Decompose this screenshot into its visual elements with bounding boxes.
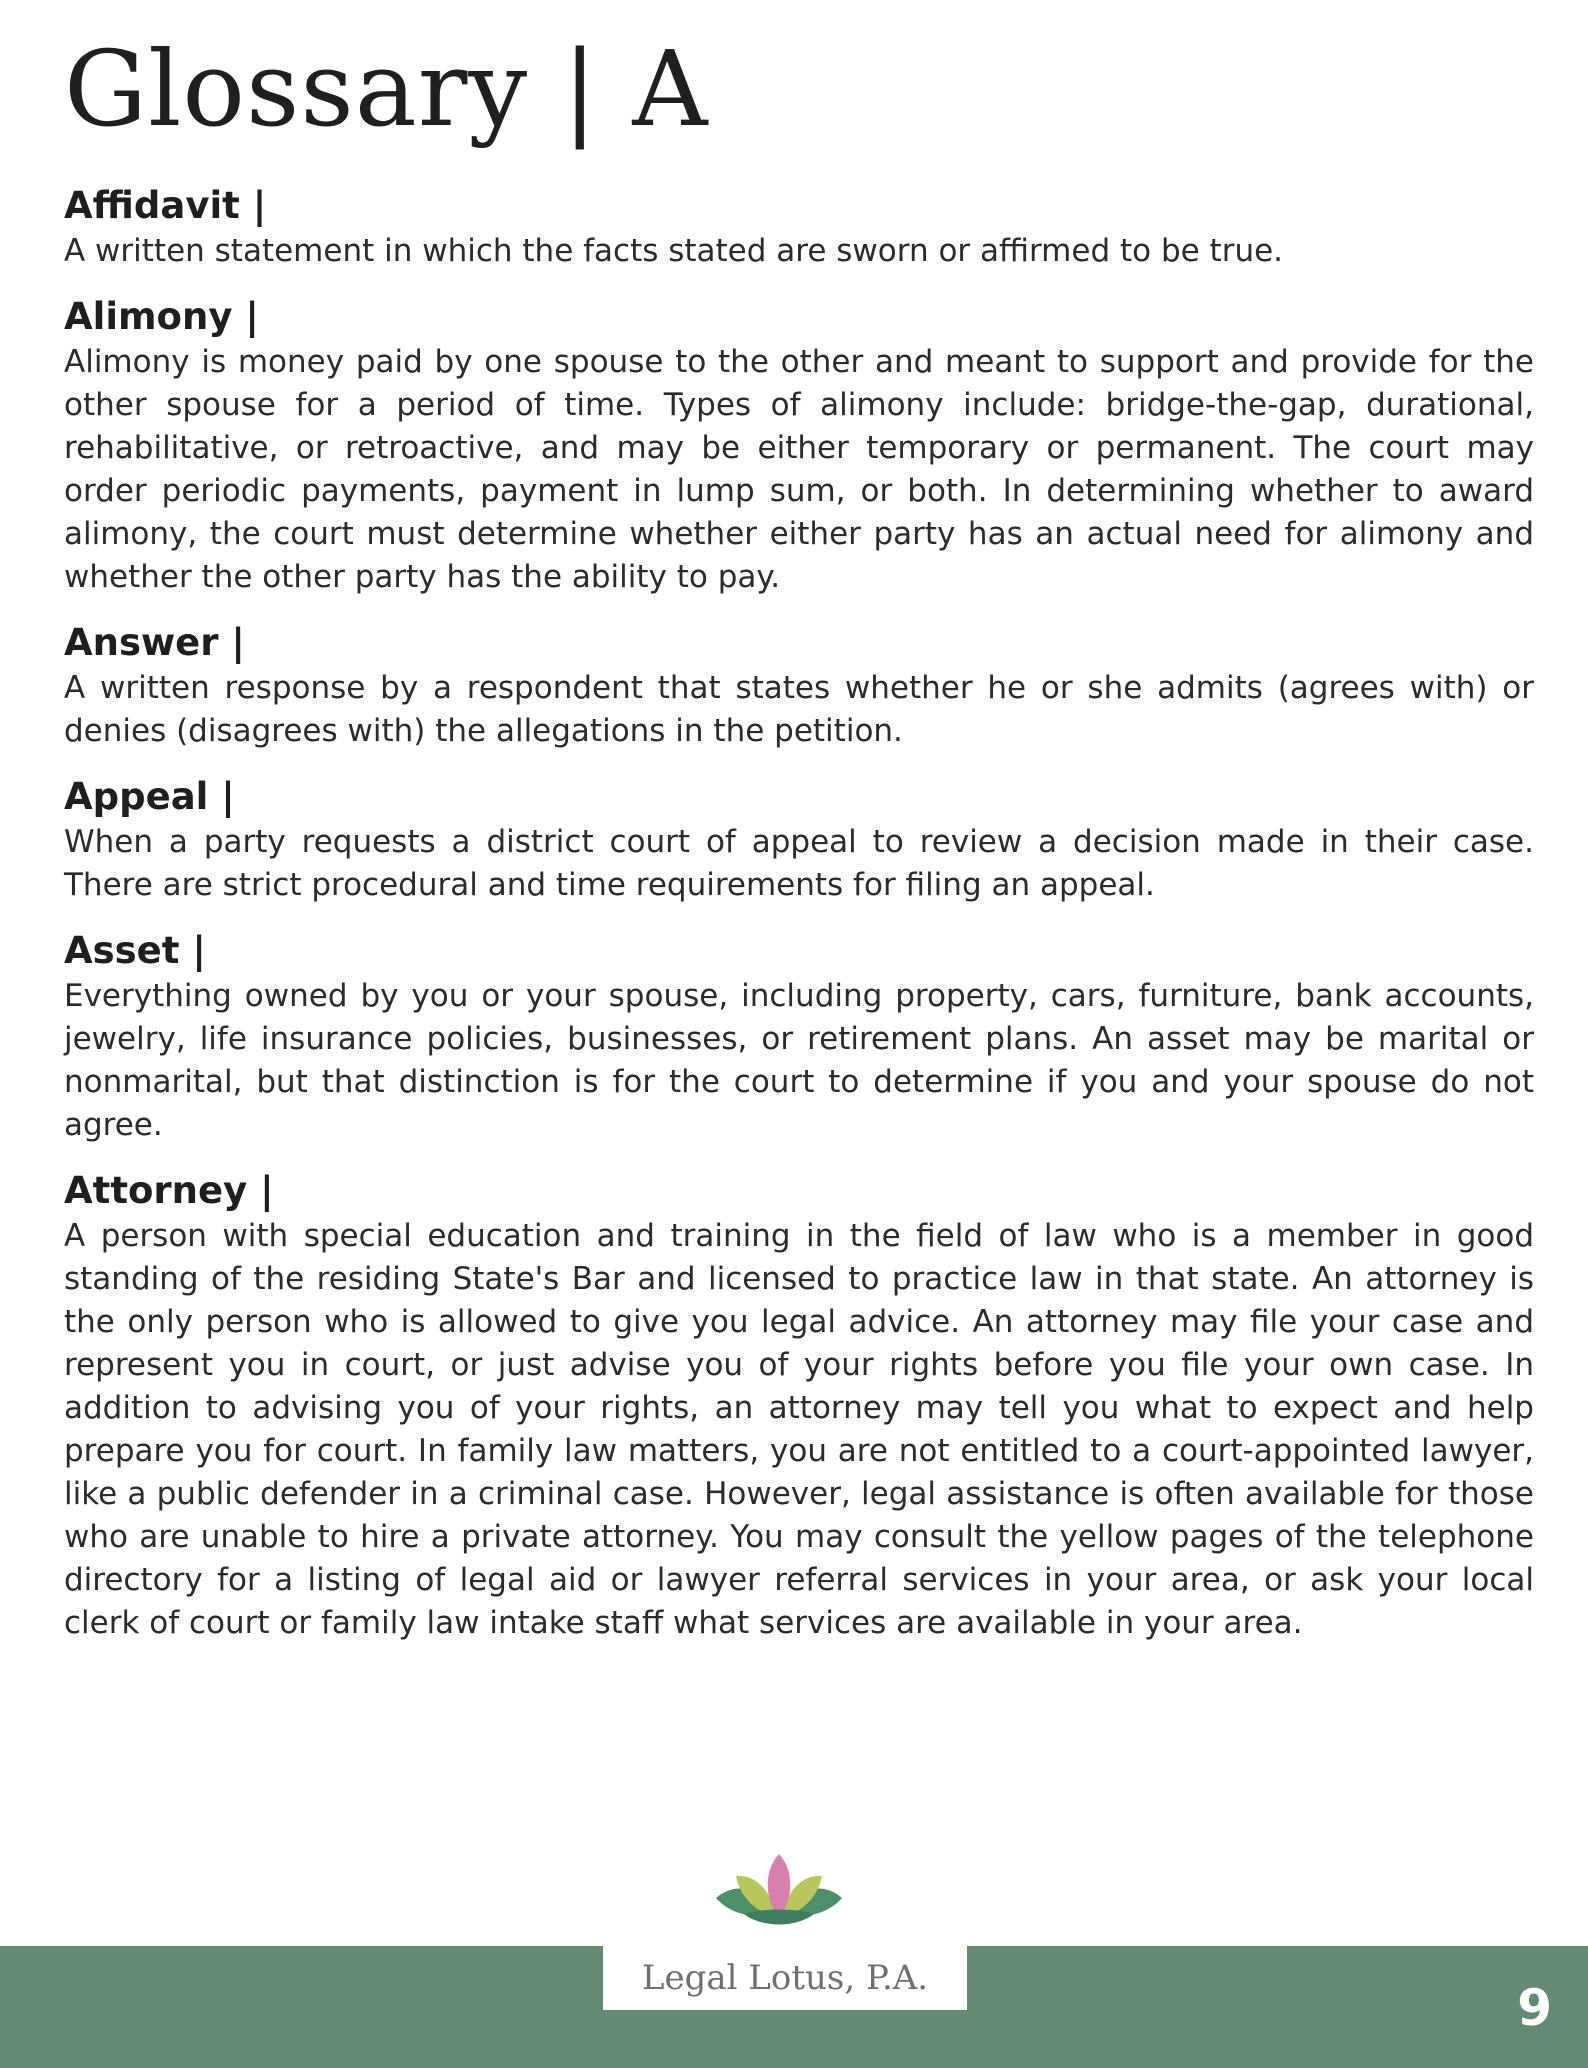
entry-term: Attorney | <box>64 1169 274 1212</box>
entry-term: Asset | <box>64 929 206 972</box>
entry-term: Alimony | <box>64 295 259 338</box>
entry-term: Affidavit | <box>64 184 267 227</box>
glossary-entry-attorney <box>64 1167 1534 1645</box>
lotus-icon <box>714 1852 844 1930</box>
glossary-entry-asset <box>64 927 1534 1147</box>
page-title: Glossary | A <box>64 28 709 150</box>
glossary-entries <box>64 182 1534 1645</box>
footer-brand: Legal Lotus, P.A. <box>641 1958 929 1998</box>
entry-definition: Everything owned by you or your spouse, including property, cars, furniture, bank accounts, jewelry, life insurance policies, businesses, or retirement plans. An asset may be marital or nonmarital, but that distinction is for the court to determine if you and your spouse do not agree. <box>64 978 1534 1143</box>
entry-definition: A person with special education and training in the field of law who is a member in good standing of the residing State's Bar and licensed to practice law in that state. An attorney is the only person who is allowed to give you legal advice. An attorney may file your case and represent you in court, or just advise you of your rights before you file your own case. In addition to advising you of your rights, an attorney may tell you what to expect and help prepare you for court. In family law matters, you are not entitled to a court-appointed lawyer, like a public defender in a criminal case. However, legal assistance is often available for those who are unable to hire a private attorney. You may consult the yellow pages of the telephone directory for a listing of legal aid or lawyer referral services in your area, or ask your local clerk of court or family law intake staff what services are available in your area. <box>64 1218 1534 1641</box>
entry-definition: Alimony is money paid by one spouse to the other and meant to support and provide for the other spouse for a period of time. Types of alimony include: bridge-the-gap, durational, rehabilitative, or retroactive, and may be either temporary or permanent. The court may order periodic payments, payment in lump sum, or both. In determining whether to award alimony, the court must determine whether either party has an actual need for alimony and whether the other party has the ability to pay. <box>64 344 1534 595</box>
glossary-entry-appeal <box>64 773 1534 907</box>
entry-definition: A written response by a respondent that states whether he or she admits (agrees with) or denies (disagrees with) the allegations in the petition. <box>64 670 1534 749</box>
lotus-base <box>744 1910 814 1925</box>
entry-term: Answer | <box>64 621 245 664</box>
glossary-entry-affidavit <box>64 182 1534 273</box>
glossary-entry-alimony <box>64 293 1534 599</box>
entry-definition: A written statement in which the facts stated are sworn or affirmed to be true. <box>64 233 1284 269</box>
page-number: 9 <box>1517 1979 1552 2037</box>
entry-definition: When a party requests a district court of appeal to review a decision made in their case. There are strict procedural and time requirements for filing an appeal. <box>64 824 1534 903</box>
glossary-entry-answer <box>64 619 1534 753</box>
entry-term: Appeal | <box>64 775 235 818</box>
